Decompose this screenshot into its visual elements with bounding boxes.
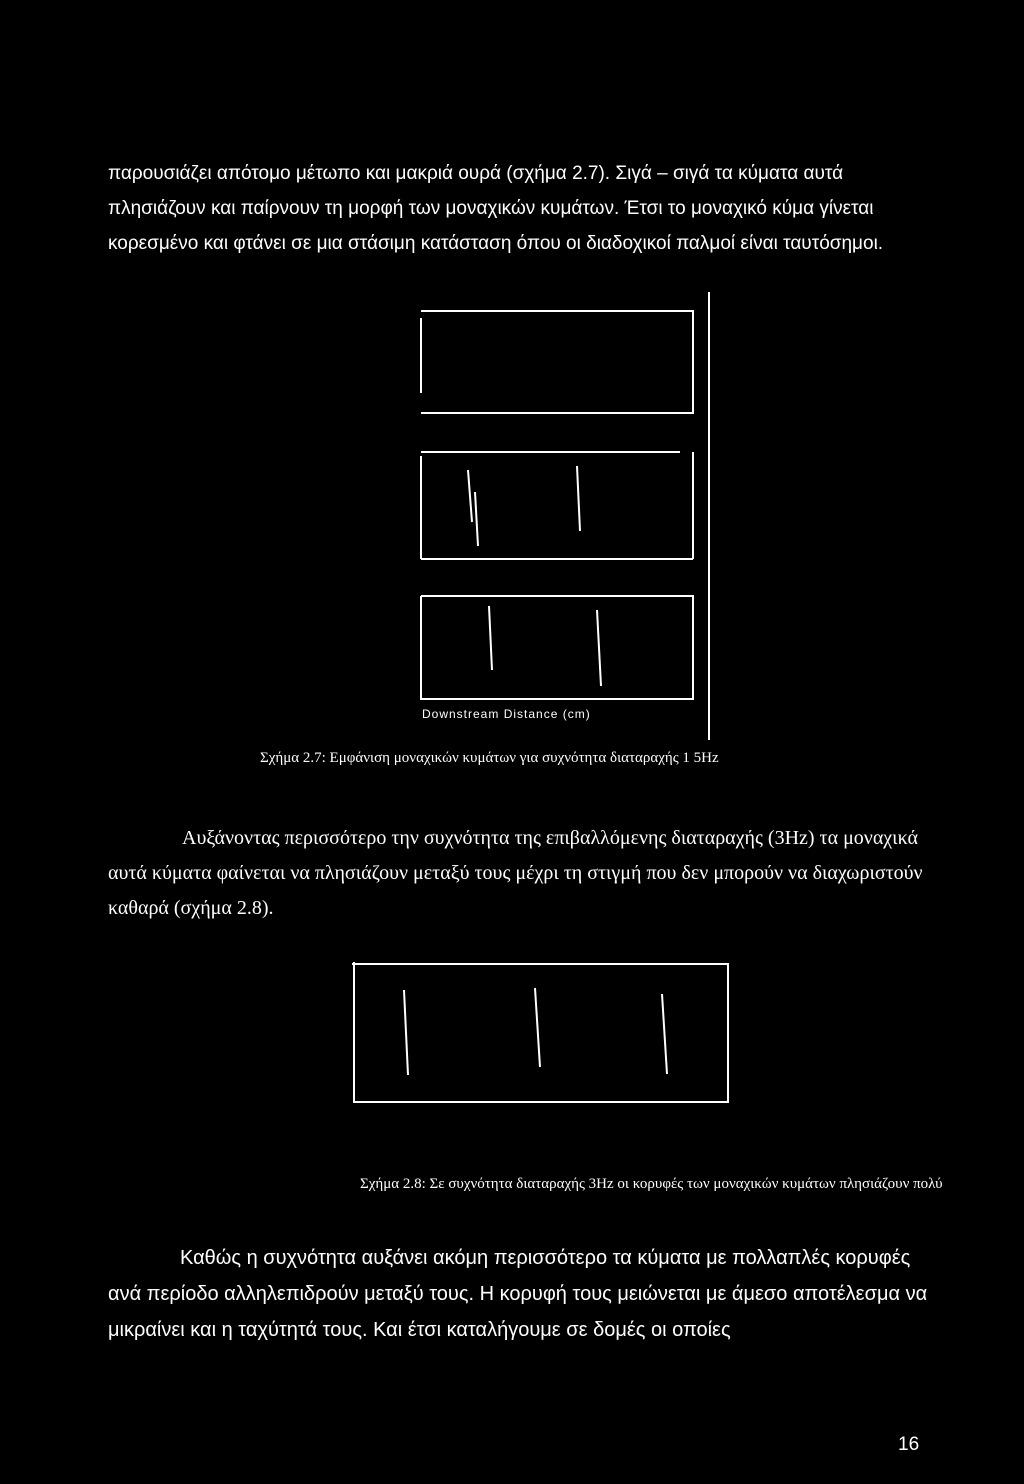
- wave-peak: [404, 990, 408, 1075]
- paragraph-higher-frequency: Καθώς η συχνότητα αυξάνει ακόμη περισσότερο τα κύματα με πολλαπλές κορυφές ανά περίοδο αλληλεπιδρούν μεταξύ τους. Η κορυφή τους μειώνεται με άμεσο αποτέλεσμα να μικραίνει και η ταχύτητά τους. Και έτσι καταλήγουμε σε δομές οι οποίες: [108, 1247, 928, 1341]
- wave-peak: [662, 994, 667, 1074]
- page-number: 16: [898, 1434, 920, 1455]
- wave-peak: [535, 988, 540, 1067]
- figure-2-7-axis-label: Downstream Distance (cm): [422, 707, 591, 721]
- paragraph-3hz: Αυξάνοντας περισσότερο την συχνότητα της επιβαλλόμενης διαταραχής (3Hz) τα μοναχικά αυτά κύματα φαίνεται να πλησιάζουν μεταξύ τους μέχρι τη στιγμή που δεν μπορούν να διαχωριστούν καθαρά (σχήμα 2.8).: [108, 827, 923, 919]
- figure-2-7-caption: Σχήμα 2.7: Εμφάνιση μοναχικών κυμάτων για συχνότητα διαταραχής 1 5Hz: [260, 750, 719, 766]
- figure-2-8-caption: Σχήμα 2.8: Σε συχνότητα διαταραχής 3Hz οι κορυφές των μοναχικών κυμάτων πλησιάζουν πολύ: [360, 1176, 943, 1192]
- figure-2-8-panel: [352, 962, 728, 1102]
- paragraph-intro: παρουσιάζει απότομο μέτωπο και μακριά ουρά (σχήμα 2.7). Σιγά – σιγά τα κύματα αυτά πλησιάζουν και παίρνουν τη μορφή των μοναχικών κυμάτων. Έτσι το μοναχικό κύμα γίνεται κορεσμένο και φτάνει σε μια στάσιμη κατάσταση όπου οι διαδοχικοί παλμοί είναι ταυτόσημοι.: [108, 163, 884, 254]
